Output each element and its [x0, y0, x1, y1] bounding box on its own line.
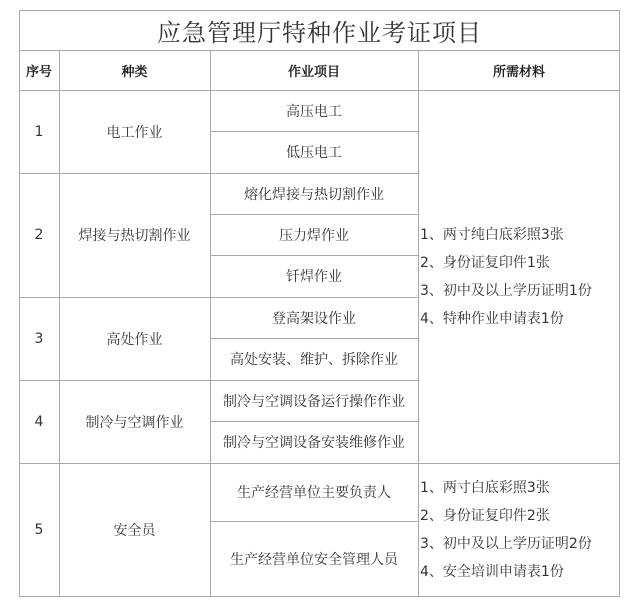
row-1-seq: 1: [34, 123, 44, 140]
row-1-project-1: 高压电工: [286, 103, 342, 120]
row-2-seq: 2: [34, 227, 44, 243]
materials-special-item: 2、身份证复印件1张: [420, 254, 550, 271]
border-bottom: [19, 596, 620, 597]
row-3-category: 高处作业: [106, 331, 163, 348]
row-5-category: 安全员: [113, 523, 156, 539]
divider-row-3: [19, 297, 419, 298]
divider-col-seq: [59, 50, 60, 597]
row-5-project-2: 生产经营单位安全管理人员: [230, 552, 398, 568]
header-materials: 所需材料: [492, 64, 545, 80]
row-2-project-2: 压力焊作业: [279, 227, 349, 244]
materials-special-work: [420, 90, 618, 463]
divider-project: [210, 255, 419, 256]
divider-project: [210, 214, 419, 215]
row-4-project-2: 制冷与空调设备安装维修作业: [223, 435, 405, 451]
border-right: [619, 10, 620, 597]
row-4-seq: 4: [34, 413, 44, 430]
divider-col-project: [418, 50, 419, 597]
divider-row-2: [19, 173, 419, 174]
row-1-project-2: 低压电工: [286, 145, 342, 161]
divider-row-5: [19, 463, 620, 464]
row-3-project-1: 登高架设作业: [272, 310, 356, 327]
row-3-seq: 3: [34, 330, 44, 347]
header-seq: 序号: [25, 64, 52, 80]
materials-safety-item: 2、身份证复印件2张: [420, 508, 550, 524]
row-2-category: 焊接与热切割作业: [78, 228, 191, 244]
divider-col-category: [210, 50, 211, 597]
materials-special-item: 4、特种作业申请表1份: [420, 310, 564, 327]
header-category: 种类: [121, 64, 148, 80]
row-5-project-1: 生产经营单位主要负责人: [237, 485, 391, 501]
materials-safety-item: 1、两寸白底彩照3张: [420, 480, 550, 496]
row-4-category: 制冷与空调作业: [85, 414, 184, 431]
materials-special-item: 3、初中及以上学历证明1份: [420, 282, 592, 299]
materials-safety-officer: [420, 463, 618, 597]
materials-safety-item: 3、初中及以上学历证明2份: [420, 536, 592, 552]
divider-project: [210, 338, 419, 339]
divider-project: [210, 521, 419, 522]
header-project: 作业项目: [287, 64, 340, 80]
divider-row-4: [19, 380, 419, 381]
row-5-seq: 5: [34, 522, 44, 538]
row-1-category: 电工作业: [106, 124, 163, 141]
materials-special-item: 1、两寸纯白底彩照3张: [420, 226, 564, 243]
row-3-project-2: 高处安装、维护、拆除作业: [230, 352, 398, 368]
row-2-project-3: 钎焊作业: [286, 269, 342, 285]
row-2-project-1: 熔化焊接与热切割作业: [244, 186, 384, 203]
table-title: 应急管理厅特种作业考证项目: [157, 18, 482, 47]
border-top: [19, 10, 620, 11]
border-left: [19, 10, 20, 597]
divider-project: [210, 421, 419, 422]
row-4-project-1: 制冷与空调设备运行操作作业: [223, 393, 405, 410]
exam-project-table: [19, 10, 620, 597]
divider-header: [19, 90, 620, 91]
materials-safety-item: 4、安全培训申请表1份: [420, 564, 564, 580]
divider-title: [19, 50, 620, 51]
divider-project: [210, 131, 419, 132]
